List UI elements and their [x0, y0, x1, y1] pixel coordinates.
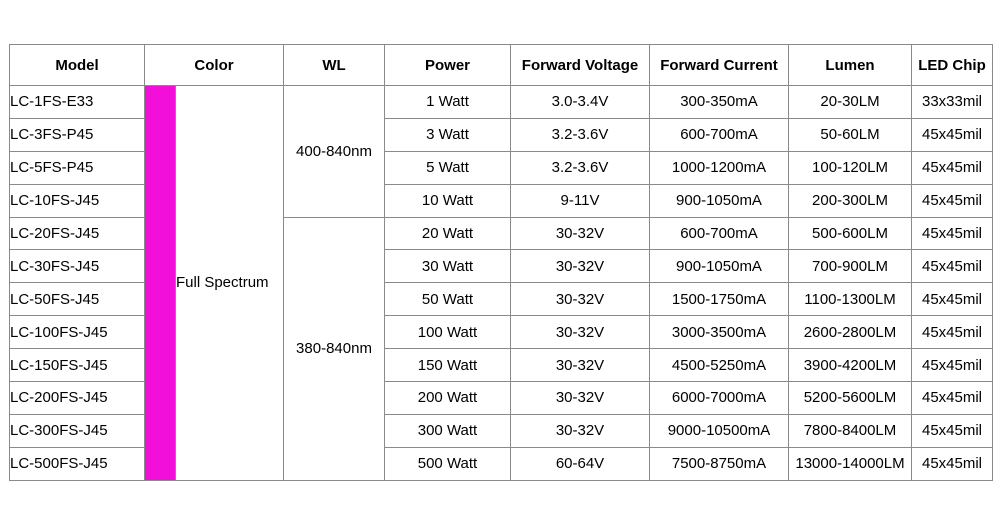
- model-cell: LC-5FS-P45: [10, 151, 145, 184]
- power-cell: 5 Watt: [385, 151, 511, 184]
- power-cell: 50 Watt: [385, 283, 511, 316]
- voltage-cell: 9-11V: [511, 184, 650, 217]
- model-cell: LC-20FS-J45: [10, 217, 145, 250]
- lumen-cell: 100-120LM: [789, 151, 912, 184]
- chip-cell: 45x45mil: [912, 414, 993, 447]
- lumen-cell: 3900-4200LM: [789, 349, 912, 382]
- model-cell: LC-10FS-J45: [10, 184, 145, 217]
- lumen-cell: 20-30LM: [789, 86, 912, 119]
- voltage-cell: 30-32V: [511, 414, 650, 447]
- current-cell: 6000-7000mA: [650, 382, 789, 415]
- header-led-chip: LED Chip: [912, 45, 993, 86]
- voltage-cell: 30-32V: [511, 217, 650, 250]
- lumen-cell: 2600-2800LM: [789, 316, 912, 349]
- current-cell: 7500-8750mA: [650, 447, 789, 480]
- header-power: Power: [385, 45, 511, 86]
- voltage-cell: 30-32V: [511, 349, 650, 382]
- voltage-cell: 30-32V: [511, 382, 650, 415]
- voltage-cell: 30-32V: [511, 316, 650, 349]
- chip-cell: 45x45mil: [912, 184, 993, 217]
- lumen-cell: 7800-8400LM: [789, 414, 912, 447]
- chip-cell: 45x45mil: [912, 118, 993, 151]
- color-swatch: [145, 86, 176, 481]
- voltage-cell: 3.2-3.6V: [511, 151, 650, 184]
- power-cell: 100 Watt: [385, 316, 511, 349]
- current-cell: 600-700mA: [650, 118, 789, 151]
- current-cell: 600-700mA: [650, 217, 789, 250]
- table-row: [10, 86, 993, 119]
- current-cell: 3000-3500mA: [650, 316, 789, 349]
- header-row: [10, 45, 993, 86]
- voltage-cell: 3.2-3.6V: [511, 118, 650, 151]
- lumen-cell: 5200-5600LM: [789, 382, 912, 415]
- current-cell: 9000-10500mA: [650, 414, 789, 447]
- voltage-cell: 3.0-3.4V: [511, 86, 650, 119]
- chip-cell: 45x45mil: [912, 217, 993, 250]
- chip-cell: 33x33mil: [912, 86, 993, 119]
- led-spec-table: [9, 44, 993, 481]
- model-cell: LC-100FS-J45: [10, 316, 145, 349]
- chip-cell: 45x45mil: [912, 447, 993, 480]
- current-cell: 300-350mA: [650, 86, 789, 119]
- power-cell: 20 Watt: [385, 217, 511, 250]
- power-cell: 200 Watt: [385, 382, 511, 415]
- model-cell: LC-3FS-P45: [10, 118, 145, 151]
- header-forward-voltage: Forward Voltage: [511, 45, 650, 86]
- voltage-cell: 30-32V: [511, 250, 650, 283]
- model-cell: LC-300FS-J45: [10, 414, 145, 447]
- header-lumen: Lumen: [789, 45, 912, 86]
- lumen-cell: 13000-14000LM: [789, 447, 912, 480]
- power-cell: 10 Watt: [385, 184, 511, 217]
- power-cell: 30 Watt: [385, 250, 511, 283]
- model-cell: LC-500FS-J45: [10, 447, 145, 480]
- current-cell: 1500-1750mA: [650, 283, 789, 316]
- model-cell: LC-50FS-J45: [10, 283, 145, 316]
- lumen-cell: 500-600LM: [789, 217, 912, 250]
- header-model: Model: [10, 45, 145, 86]
- model-cell: LC-200FS-J45: [10, 382, 145, 415]
- chip-cell: 45x45mil: [912, 283, 993, 316]
- header-color: Color: [145, 45, 284, 86]
- lumen-cell: 700-900LM: [789, 250, 912, 283]
- power-cell: 150 Watt: [385, 349, 511, 382]
- header-wl: WL: [284, 45, 385, 86]
- power-cell: 3 Watt: [385, 118, 511, 151]
- header-forward-current: Forward Current: [650, 45, 789, 86]
- power-cell: 300 Watt: [385, 414, 511, 447]
- power-cell: 1 Watt: [385, 86, 511, 119]
- wl-cell: 380-840nm: [284, 217, 385, 480]
- model-cell: LC-1FS-E33: [10, 86, 145, 119]
- voltage-cell: 30-32V: [511, 283, 650, 316]
- current-cell: 1000-1200mA: [650, 151, 789, 184]
- model-cell: LC-30FS-J45: [10, 250, 145, 283]
- lumen-cell: 50-60LM: [789, 118, 912, 151]
- current-cell: 900-1050mA: [650, 184, 789, 217]
- color-name: Full Spectrum: [176, 86, 284, 481]
- power-cell: 500 Watt: [385, 447, 511, 480]
- voltage-cell: 60-64V: [511, 447, 650, 480]
- current-cell: 4500-5250mA: [650, 349, 789, 382]
- wl-cell: 400-840nm: [284, 86, 385, 218]
- color-swatch-fill: [145, 86, 175, 480]
- chip-cell: 45x45mil: [912, 250, 993, 283]
- current-cell: 900-1050mA: [650, 250, 789, 283]
- chip-cell: 45x45mil: [912, 316, 993, 349]
- chip-cell: 45x45mil: [912, 349, 993, 382]
- model-cell: LC-150FS-J45: [10, 349, 145, 382]
- lumen-cell: 200-300LM: [789, 184, 912, 217]
- chip-cell: 45x45mil: [912, 151, 993, 184]
- chip-cell: 45x45mil: [912, 382, 993, 415]
- lumen-cell: 1100-1300LM: [789, 283, 912, 316]
